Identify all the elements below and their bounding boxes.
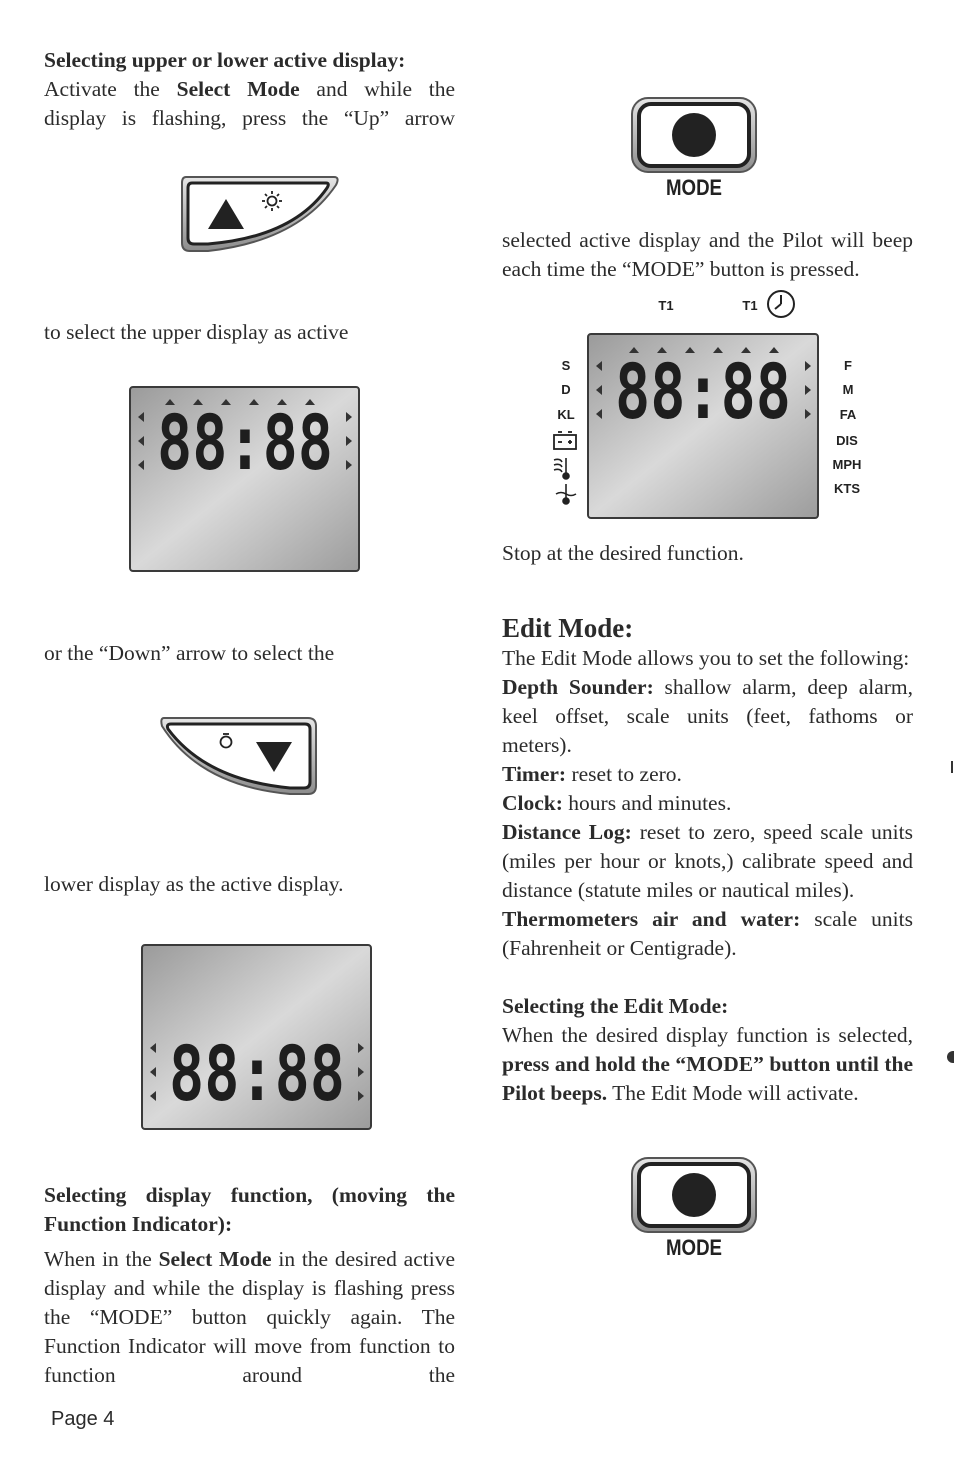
heading-select-display: Selecting upper or lower active display:	[44, 48, 406, 72]
clock-icon	[768, 291, 794, 317]
mode-button-figure-top	[502, 46, 913, 226]
label-kts: KTS	[834, 481, 860, 496]
heading-selecting-edit-mode: Selecting the Edit Mode:	[502, 994, 729, 1018]
left-column	[44, 46, 455, 1390]
water-temperature-icon	[556, 484, 576, 504]
heading-select-function-l1: Selecting display function, (moving the	[44, 1183, 455, 1207]
item-thermometers: Thermometers air and water: scale units (Fahrenheit or Centigrade).	[502, 907, 913, 960]
lcd-digits: 88:88	[157, 398, 333, 487]
item-clock: Clock: hours and minutes.	[502, 791, 732, 815]
mode-button-top	[630, 96, 760, 200]
label-d: D	[561, 382, 571, 397]
mode-button-bottom	[630, 1156, 760, 1260]
text-up-select: to select the upper display as active	[44, 320, 349, 344]
label-kl: KL	[557, 407, 575, 422]
timer-label-2: T1	[742, 298, 758, 313]
lcd-digits: 88:88	[615, 347, 791, 436]
label-m: M	[842, 382, 854, 397]
heading-select-function-l2: Function Indicator):	[44, 1212, 233, 1236]
lower-lcd-display	[140, 943, 374, 1131]
label-f: F	[844, 358, 852, 373]
item-depth-sounder: Depth Sounder: shallow alarm, deep alarm, keel offset, scale units (feet, fathoms or meters).	[502, 675, 914, 757]
text-lower-select: lower display as the active display.	[44, 872, 344, 896]
text-down-select: or the “Down” arrow to select the	[44, 641, 335, 665]
lcd-digits: 88:88	[169, 1029, 345, 1118]
item-distance-log: Distance Log: reset to zero, speed scale units (miles per hour or knots,) calibrate speed and distance (statute miles or nautical miles).	[502, 820, 913, 902]
paragraph-select-function: When in the Select Mode in the desired active display and while the display is flashing press the “MODE” button quickly again. The Function Indicator will move from function to function around the	[44, 1247, 455, 1387]
label-s: S	[561, 358, 571, 373]
timer-label-1: T1	[658, 298, 674, 313]
paragraph-activate-line2: display is flashing, press the “Up” arrow	[44, 106, 455, 130]
page-number: Page 4	[51, 1408, 115, 1430]
mode-circle-icon	[672, 1173, 716, 1217]
text-stop: Stop at the desired function.	[502, 541, 744, 565]
function-lcd-display	[548, 288, 868, 520]
label-dis: DIS	[836, 433, 858, 448]
up-arrow-button-figure	[44, 133, 455, 318]
mode-circle-icon	[672, 113, 716, 157]
right-column	[502, 46, 913, 1268]
mode-label: MODE	[666, 175, 722, 200]
label-fa: FA	[839, 407, 857, 422]
edge-mark-tick	[951, 761, 953, 773]
label-mph: MPH	[832, 457, 862, 472]
item-timer: Timer: reset to zero.	[502, 762, 682, 786]
paragraph-edit-intro: The Edit Mode allows you to set the following:	[502, 646, 910, 670]
battery-icon	[554, 432, 576, 449]
lower-lcd-figure	[44, 899, 455, 1181]
paragraph-selecting-edit-mode: When the desired display function is selected, press and hold the “MODE” button until the Pilot beeps. The Edit Mode will activate.	[502, 1023, 913, 1105]
up-arrow-button	[178, 171, 342, 257]
down-arrow-button	[158, 712, 320, 798]
down-arrow-button-figure	[44, 668, 455, 870]
air-temperature-icon	[554, 458, 569, 479]
upper-lcd-figure	[44, 347, 455, 639]
mode-label: MODE	[666, 1235, 722, 1260]
heading-edit-mode: Edit Mode:	[502, 613, 634, 643]
upper-lcd-display	[128, 385, 362, 573]
mode-button-figure-bottom	[502, 1108, 913, 1268]
edge-mark-dot	[947, 1051, 954, 1063]
function-lcd-figure	[502, 284, 913, 539]
paragraph-activate: Activate the Select Mode and while the	[44, 77, 456, 101]
paragraph-beep: selected active display and the Pilot will beep each time the “MODE” button is pressed.	[502, 228, 913, 281]
